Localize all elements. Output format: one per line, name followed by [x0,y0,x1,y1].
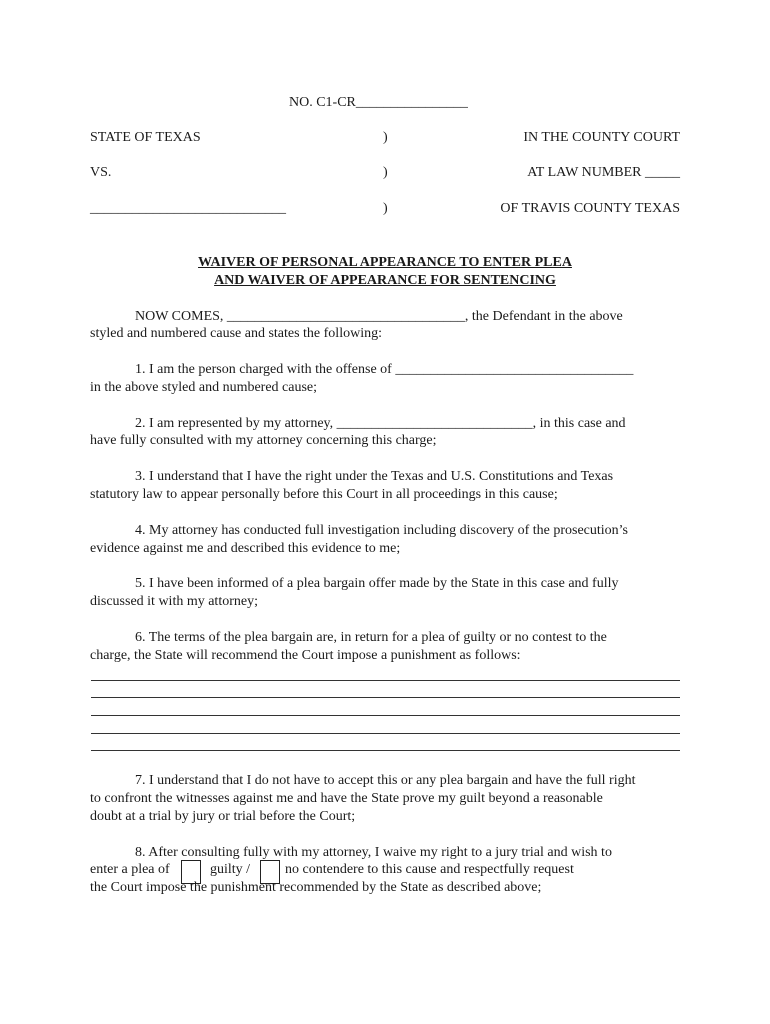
item-5-line-2: discussed it with my attorney; [90,594,258,609]
item-8-line-1: 8. After consulting fully with my attorney, I waive my right to a jury trial and wish to [135,845,612,860]
intro-line-2: styled and numbered cause and states the following: [90,326,382,341]
item-3-line-2: statutory law to appear personally before this Court in all proceedings in this cause; [90,487,558,502]
caption-court-number: AT LAW NUMBER _____ [527,165,680,180]
caption-vs: VS. [90,165,112,180]
caption-row-state [90,130,680,148]
caption-court: IN THE COUNTY COURT [523,130,680,145]
caption-county: OF TRAVIS COUNTY TEXAS [500,201,680,216]
caption-row-defendant [90,201,680,219]
caption-paren: ) [383,165,388,180]
caption-row-vs [90,165,680,183]
item-7-line-3: doubt at a trial by jury or trial before the Court; [90,809,356,824]
item-5-line-1: 5. I have been informed of a plea bargain offer made by the State in this case and fully [135,576,619,591]
item-1-line-1: 1. I am the person charged with the offense of __________________________________ [135,362,634,377]
item-4-line-1: 4. My attorney has conducted full investigation including discovery of the prosecution’s [135,523,629,538]
item-1-line-2: in the above styled and numbered cause; [90,380,318,395]
item-3-line-1: 3. I understand that I have the right under the Texas and U.S. Constitutions and Texas [135,469,614,484]
intro-line-1: NOW COMES, __________________________________, the Defendant in the above [135,309,623,324]
item-8-line-2-prefix: enter a plea of [90,862,170,877]
item-8-no-contendere-label: no contendere to this cause and respectfully request [285,862,574,877]
item-6-line-2: charge, the State will recommend the Court impose a punishment as follows: [90,648,521,663]
item-2-line-1: 2. I am represented by my attorney, ____________________________, in this case and [135,416,626,431]
item-6-line-1: 6. The terms of the plea bargain are, in return for a plea of guilty or no contest to the [135,630,607,645]
plea-terms-blank-line[interactable] [91,750,680,751]
item-4-line-2: evidence against me and described this evidence to me; [90,541,401,556]
caption-paren: ) [383,130,388,145]
item-7-line-2: to confront the witnesses against me and have the State prove my guilt beyond a reasonable [90,791,603,806]
plea-terms-blank-line[interactable] [91,733,680,734]
plea-terms-blank-line[interactable] [91,697,680,698]
item-8-guilty-label: guilty / [210,862,251,877]
case-number: NO. C1-CR________________ [289,95,468,110]
item-8-line-3: the Court impose the punishment recommended by the State as described above; [90,880,542,895]
plea-terms-blank-line[interactable] [91,715,680,716]
caption-paren: ) [383,201,388,216]
item-2-line-2: have fully consulted with my attorney concerning this charge; [90,433,437,448]
item-7-line-1: 7. I understand that I do not have to accept this or any plea bargain and have the full right [135,773,636,788]
document-title-line-2: AND WAIVER OF APPEARANCE FOR SENTENCING [214,273,556,288]
document-title-line-1: WAIVER OF PERSONAL APPEARANCE TO ENTER PLEA [198,255,572,270]
defendant-name-blank[interactable]: ____________________________ [90,201,286,216]
plea-terms-blank-line[interactable] [91,680,680,681]
caption-party-state: STATE OF TEXAS [90,130,201,145]
